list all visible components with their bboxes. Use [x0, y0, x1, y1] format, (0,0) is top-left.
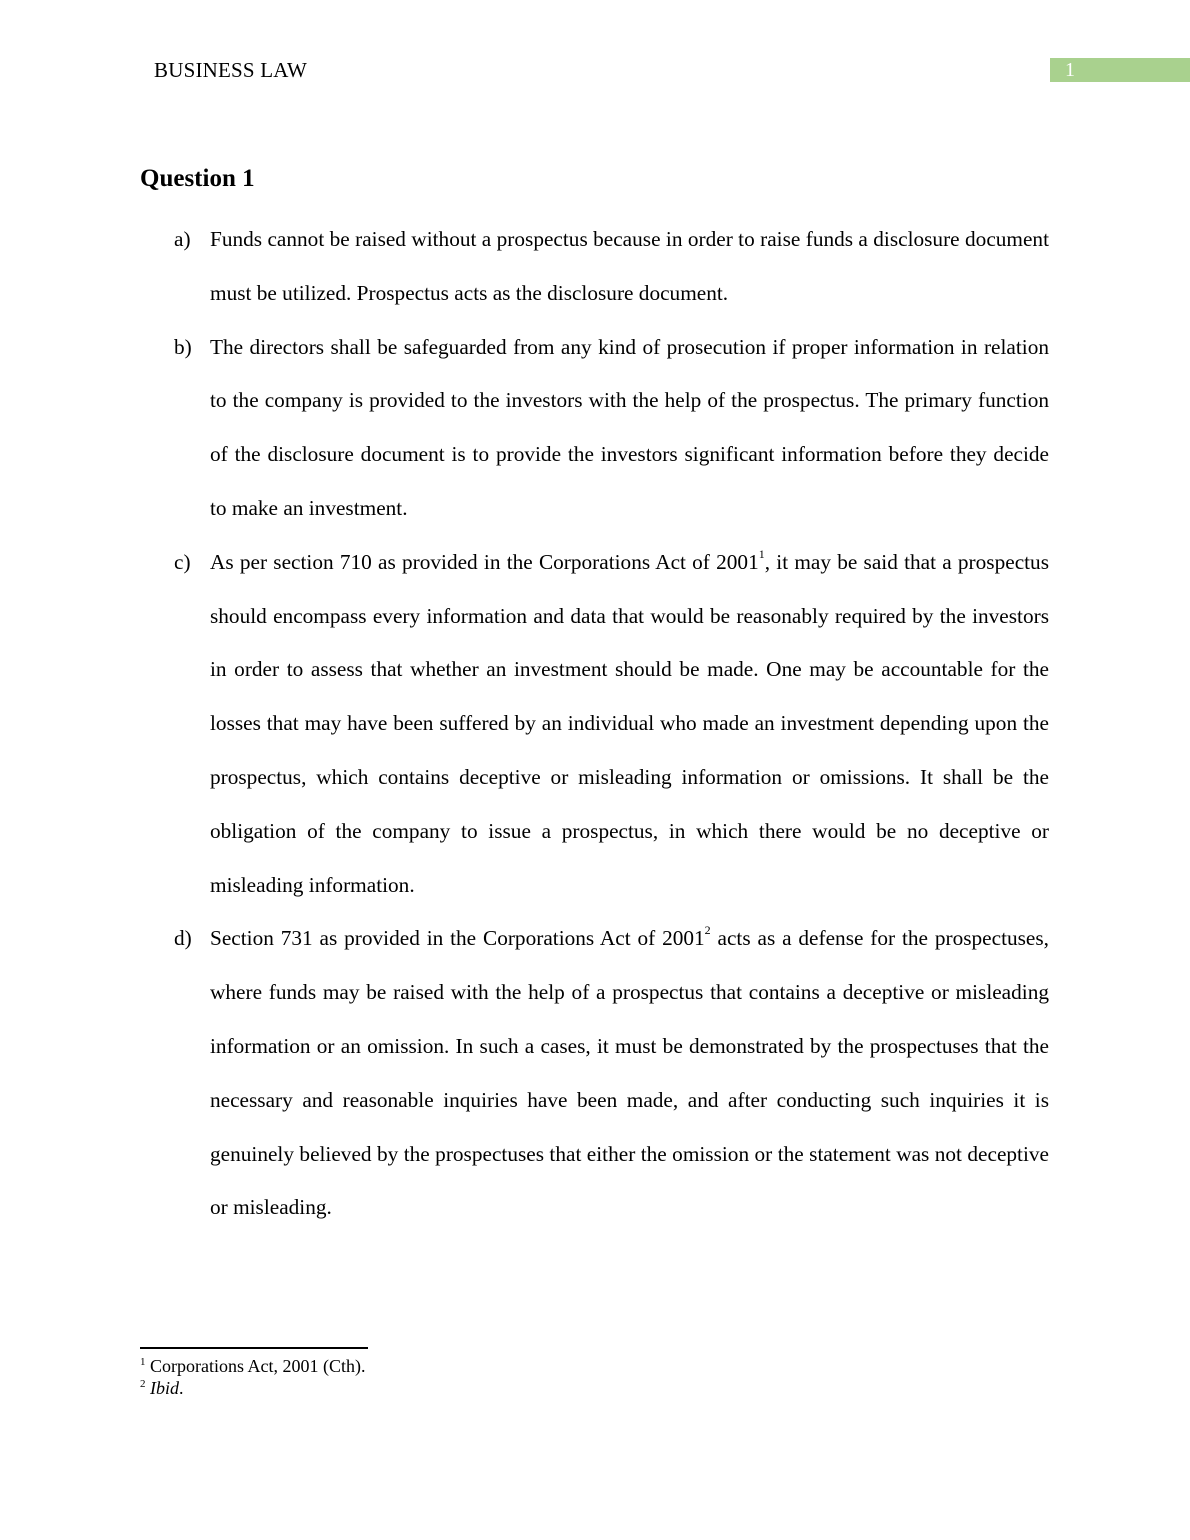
- answer-list: [140, 213, 1049, 1235]
- list-marker: a): [174, 227, 191, 251]
- list-item-text: [210, 536, 1049, 913]
- text-before-ref: As per section 710 as provided in the Corporations Act of 2001: [210, 549, 759, 574]
- footnote-2: [140, 1377, 365, 1399]
- list-marker: c): [174, 549, 191, 574]
- list-item-c: [140, 536, 1049, 913]
- list-marker: b): [174, 334, 192, 359]
- footnote-ref-1[interactable]: 1: [758, 546, 765, 561]
- list-item-text: [210, 912, 1049, 1235]
- list-item-a: [140, 213, 1049, 321]
- list-marker: d): [174, 926, 192, 951]
- footnote-suffix: .: [179, 1378, 184, 1398]
- footnote-number: 1: [140, 1356, 146, 1368]
- list-item-text: Funds cannot be raised without a prospectus because in order to raise funds a disclosure document must be utilized. Prospectus acts as the disclosure document.: [210, 227, 1049, 305]
- page-number: 1: [1050, 58, 1190, 82]
- footnote-text: Corporations Act, 2001 (Cth).: [150, 1356, 366, 1376]
- footnote-number: 2: [140, 1378, 146, 1390]
- header-title: BUSINESS LAW: [154, 58, 307, 82]
- list-item-d: [140, 912, 1049, 1235]
- text-after-ref: , it may be said that a prospectus should encompass every information and data that would be reasonably required by the investors in order to assess that whether an investment should be made. One may be accountable for the losses that may have been suffered by an individual who made an investment depending upon the prospectus, which contains deceptive or misleading information or omissions. It shall be the obligation of the company to issue a prospectus, in which there would be no deceptive or misleading information.: [210, 549, 1049, 897]
- text-after-ref: acts as a defense for the prospectuses, where funds may be raised with the help of a prospectus that contains a deceptive or misleading information or an omission. In such a cases, it must be demonstrated by the prospectuses that the necessary and reasonable inquiries have been made, and after conducting such inquiries it is genuinely believed by the prospectuses that either the omission or the statement was not deceptive or misleading.: [210, 926, 1049, 1220]
- footnote-text: Ibid: [150, 1378, 179, 1398]
- footnote-separator: [140, 1347, 368, 1349]
- footnote-1: [140, 1355, 365, 1377]
- page-heading: Question 1: [140, 165, 255, 192]
- footnotes: [140, 1355, 365, 1399]
- text-before-ref: Section 731 as provided in the Corporations Act of 2001: [210, 926, 705, 951]
- list-item-b: [140, 321, 1049, 536]
- list-item-text: The directors shall be safeguarded from any kind of prosecution if proper information in relation to the company is provided to the investors with the help of the prospectus. The primary function of the disclosure document is to provide the investors significant information before they decide to make an investment.: [210, 334, 1049, 520]
- footnote-ref-2[interactable]: 2: [704, 923, 711, 938]
